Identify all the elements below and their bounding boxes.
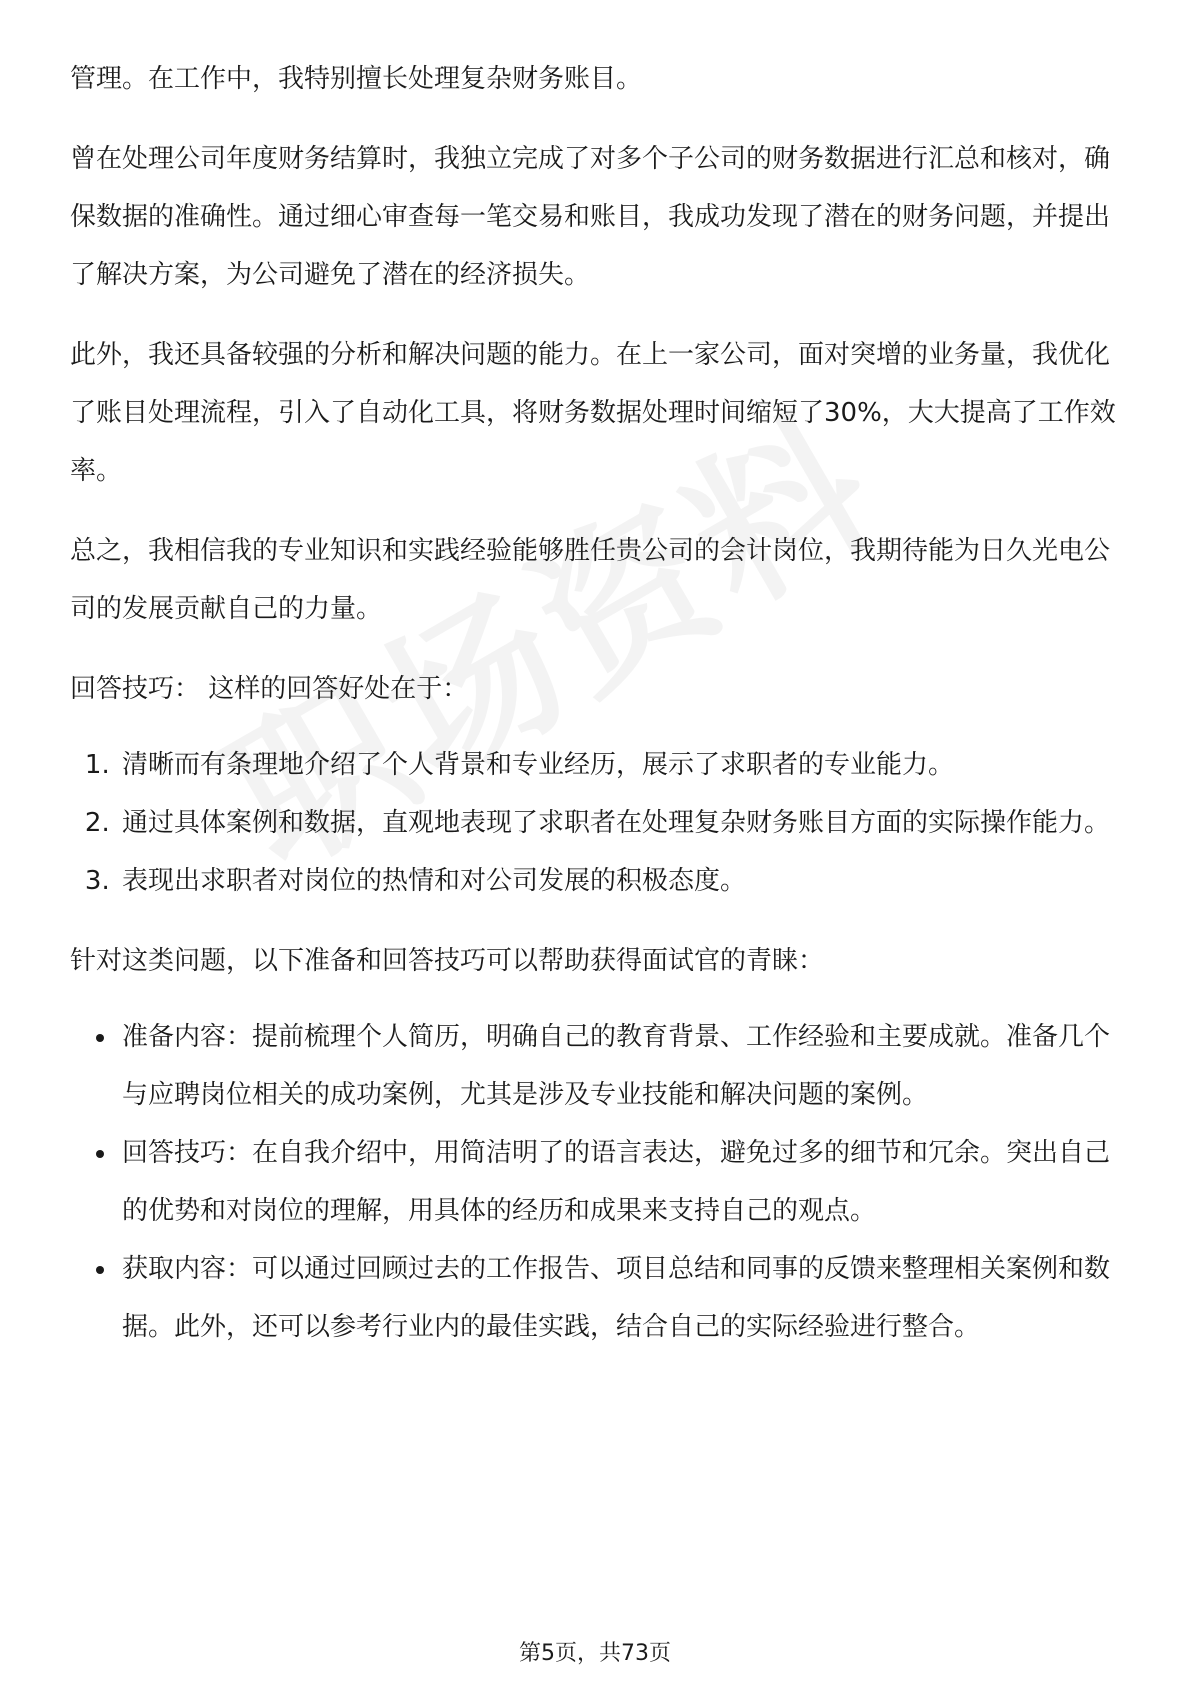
paragraph: 总之，我相信我的专业知识和实践经验能够胜任贵公司的会计岗位，我期待能为日久光电公司的发展贡献自己的力量。 <box>70 536 1111 624</box>
list-item: 2. 通过具体案例和数据，直观地表现了求职者在处理复杂财务账目方面的实际操作能力。 <box>118 794 1120 852</box>
paragraph: 此外，我还具备较强的分析和解决问题的能力。在上一家公司，面对突增的业务量，我优化了账目处理流程，引入了自动化工具，将财务数据处理时间缩短了30%，大大提高了工作效率。 <box>70 340 1116 486</box>
list-item: 1. 清晰而有条理地介绍了个人背景和专业经历，展示了求职者的专业能力。 <box>118 736 1120 794</box>
list-item: • 回答技巧：在自我介绍中，用简洁明了的语言表达，避免过多的细节和冗余。突出自己的优势和对岗位的理解，用具体的经历和成果来支持自己的观点。 <box>118 1124 1120 1240</box>
numbered-list <box>70 736 1120 910</box>
page-number: 第5页，共73页 <box>519 1641 671 1666</box>
list-item: • 获取内容：可以通过回顾过去的工作报告、项目总结和同事的反馈来整理相关案例和数据。此外，还可以参考行业内的最佳实践，结合自己的实际经验进行整合。 <box>118 1240 1120 1356</box>
list-item: • 准备内容：提前梳理个人简历，明确自己的教育背景、工作经验和主要成就。准备几个与应聘岗位相关的成功案例，尤其是涉及专业技能和解决问题的案例。 <box>118 1008 1120 1124</box>
bullet-list <box>70 1008 1120 1356</box>
tips-intro: 针对这类问题，以下准备和回答技巧可以帮助获得面试官的青睐： <box>70 946 825 976</box>
paragraph: 管理。在工作中，我特别擅长处理复杂财务账目。 <box>70 64 643 94</box>
answer-tips-heading: 回答技巧： 这样的回答好处在于： <box>70 674 469 704</box>
paragraph: 曾在处理公司年度财务结算时，我独立完成了对多个子公司的财务数据进行汇总和核对，确保数据的准确性。通过细心审查每一笔交易和账目，我成功发现了潜在的财务问题，并提出了解决方案，为公司避免了潜在的经济损失。 <box>70 144 1111 290</box>
list-item: 3. 表现出求职者对岗位的热情和对公司发展的积极态度。 <box>118 852 1120 910</box>
document-body <box>70 50 1120 1378</box>
